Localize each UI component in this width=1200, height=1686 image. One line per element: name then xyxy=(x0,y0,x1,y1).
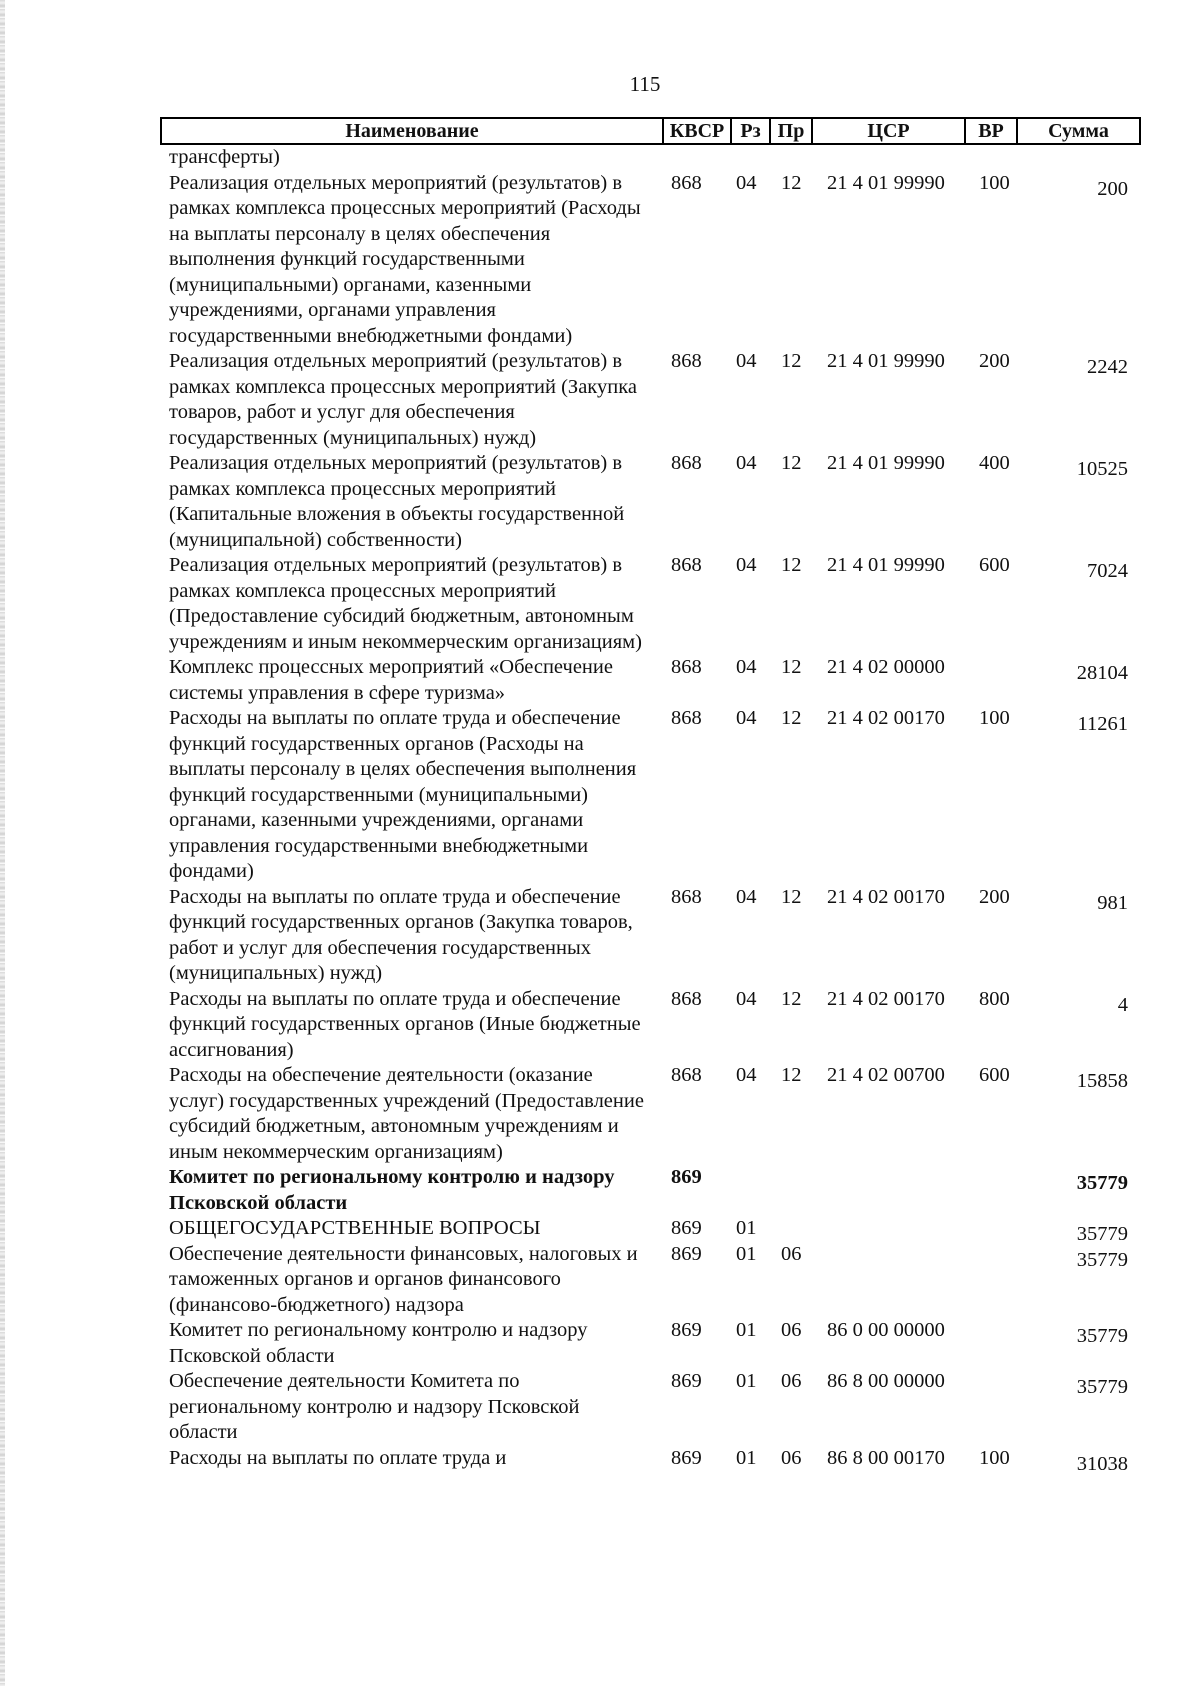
row-sum: 981 xyxy=(1097,891,1128,914)
row-kvsr: 868 xyxy=(671,554,702,576)
row-sum: 11261 xyxy=(1077,713,1128,735)
row-sum: 28104 xyxy=(1076,662,1128,684)
row-sum: 35779 xyxy=(1076,1172,1128,1194)
table-row xyxy=(0,171,1200,350)
row-pr: 12 xyxy=(781,987,802,1010)
table-row xyxy=(0,987,1200,1064)
row-name: Комплекс процессных мероприятий «Обеспечение системы управления в сфере туризма» xyxy=(169,656,613,704)
row-csr: 21 4 02 00700 xyxy=(827,1064,945,1086)
row-vr: 800 xyxy=(979,987,1010,1010)
row-rz: 04 xyxy=(736,452,757,474)
row-name: Расходы на обеспечение деятельности (оказание услуг) государственных учреждений (Предоставление субсидий бюджетным, автономным учреждениям и иным некоммерческим организациям) xyxy=(169,1064,644,1163)
row-vr: 400 xyxy=(979,452,1010,474)
row-sum: 35779 xyxy=(1076,1223,1128,1245)
row-rz: 04 xyxy=(736,554,757,576)
row-name: трансферты) xyxy=(169,146,280,168)
row-rz: 04 xyxy=(736,656,757,678)
row-vr: 100 xyxy=(979,171,1010,194)
row-kvsr: 869 xyxy=(671,1319,702,1341)
row-name: Расходы на выплаты по оплате труда и обеспечение функций государственных органов (Закупка товаров, работ и услуг для обеспечения государственных (муниципальных) нужд) xyxy=(169,885,633,984)
row-kvsr: 868 xyxy=(671,452,702,474)
row-pr: 06 xyxy=(781,1242,802,1265)
page-number: 115 xyxy=(629,72,661,96)
row-rz: 04 xyxy=(736,350,757,372)
row-rz: 01 xyxy=(736,1446,757,1469)
row-sum: 35779 xyxy=(1076,1325,1128,1347)
row-name: Реализация отдельных мероприятий (результатов) в рамках комплекса процессных мероприятий (Расходы на выплаты персоналу в целях обеспечения выполнения функций государственными (муниципальными) органами, казенными учреждениями, органами управления государственными внебюджетными фондами) xyxy=(169,171,641,347)
row-name: Реализация отдельных мероприятий (результатов) в рамках комплекса процессных мероприятий (Предоставление субсидий бюджетным, автономным учреждениям и иным некоммерческим организациям) xyxy=(169,554,642,653)
row-sum: 2242 xyxy=(1087,356,1128,378)
row-csr: 21 4 02 00170 xyxy=(827,987,945,1010)
table-row xyxy=(0,349,1200,451)
row-kvsr: 869 xyxy=(671,1370,702,1392)
table-row xyxy=(0,1242,1200,1319)
row-kvsr: 868 xyxy=(671,1064,702,1086)
row-pr: 06 xyxy=(781,1446,802,1469)
header-sum: Сумма xyxy=(1048,120,1109,142)
row-name: ОБЩЕГОСУДАРСТВЕННЫЕ ВОПРОСЫ xyxy=(169,1217,541,1239)
table-row xyxy=(0,1165,1200,1216)
row-pr: 12 xyxy=(781,885,802,908)
table-row xyxy=(0,1369,1200,1446)
row-rz: 04 xyxy=(736,1064,757,1086)
row-name: Расходы на выплаты по оплате труда и xyxy=(169,1446,507,1469)
row-csr: 21 4 02 00000 xyxy=(827,656,945,678)
header-rz: Рз xyxy=(740,120,761,142)
table-row xyxy=(0,1216,1200,1245)
row-rz: 01 xyxy=(736,1242,757,1265)
row-name: Реализация отдельных мероприятий (результатов) в рамках комплекса процессных мероприятий (Закупка товаров, работ и услуг для обеспечения государственных (муниципальных) нужд) xyxy=(169,350,637,449)
row-name: Обеспечение деятельности Комитета по региональному контролю и надзору Псковской области xyxy=(169,1370,580,1443)
header-csr: ЦСР xyxy=(867,120,910,142)
row-csr: 21 4 01 99990 xyxy=(827,452,945,474)
row-name: Расходы на выплаты по оплате труда и обеспечение функций государственных органов (Расходы на выплаты персоналу в целях обеспечения выполнения функций государственными (муниципальными) органами, казенными учреждениями, органами управления государственными внебюджетными фондами) xyxy=(169,707,637,882)
row-kvsr: 868 xyxy=(671,885,702,908)
table-row xyxy=(0,451,1200,553)
row-pr: 06 xyxy=(781,1319,802,1341)
header-pr: Пр xyxy=(777,120,805,142)
row-kvsr: 869 xyxy=(671,1166,702,1188)
row-sum: 35779 xyxy=(1076,1376,1128,1398)
table-header xyxy=(160,117,1141,145)
header-name: Наименование xyxy=(345,120,479,142)
row-pr: 12 xyxy=(781,350,802,372)
row-csr: 21 4 02 00170 xyxy=(827,885,945,908)
row-sum: 4 xyxy=(1117,993,1128,1016)
row-sum: 200 xyxy=(1097,177,1128,200)
row-vr: 200 xyxy=(979,885,1010,908)
row-csr: 21 4 01 99990 xyxy=(827,554,945,576)
row-pr: 12 xyxy=(781,707,802,729)
row-name: Комитет по региональному контролю и надзору Псковской области xyxy=(169,1319,588,1367)
row-csr: 86 8 00 00000 xyxy=(827,1370,945,1392)
row-name: Реализация отдельных мероприятий (результатов) в рамках комплекса процессных мероприятий (Капитальные вложения в объекты государственной (муниципальной) собственности) xyxy=(169,452,625,551)
row-kvsr: 869 xyxy=(671,1242,702,1265)
row-kvsr: 868 xyxy=(671,350,702,372)
row-vr: 600 xyxy=(979,1064,1010,1086)
row-csr: 21 4 02 00170 xyxy=(827,707,945,729)
row-kvsr: 868 xyxy=(671,987,702,1010)
row-rz: 01 xyxy=(736,1217,757,1239)
row-name: Комитет по региональному контролю и надзору Псковской области xyxy=(169,1166,615,1214)
row-name: Обеспечение деятельности финансовых, налоговых и таможенных органов и органов финансового (финансово-бюджетного) надзора xyxy=(169,1242,638,1316)
row-kvsr: 868 xyxy=(671,171,702,194)
table-row xyxy=(0,553,1200,655)
table-row xyxy=(0,706,1200,885)
row-vr: 200 xyxy=(979,350,1010,372)
row-sum: 10525 xyxy=(1076,458,1128,480)
row-csr: 86 8 00 00170 xyxy=(827,1446,945,1469)
table-row xyxy=(0,1063,1200,1165)
row-csr: 86 0 00 00000 xyxy=(827,1319,945,1341)
budget-table-body xyxy=(0,145,1200,1475)
row-pr: 06 xyxy=(781,1370,802,1392)
row-vr: 100 xyxy=(979,1446,1010,1469)
row-sum: 35779 xyxy=(1076,1248,1128,1271)
row-kvsr: 868 xyxy=(671,707,702,729)
row-pr: 12 xyxy=(781,656,802,678)
header-vr: ВР xyxy=(978,120,1004,142)
row-pr: 12 xyxy=(781,452,802,474)
row-rz: 04 xyxy=(736,885,757,908)
row-pr: 12 xyxy=(781,1064,802,1086)
row-vr: 600 xyxy=(979,554,1010,576)
row-sum: 15858 xyxy=(1076,1070,1128,1092)
row-rz: 04 xyxy=(736,171,757,194)
table-row xyxy=(0,655,1200,706)
table-row xyxy=(0,145,1200,171)
row-rz: 01 xyxy=(736,1370,757,1392)
header-kvsr: КВСР xyxy=(669,120,725,142)
row-name: Расходы на выплаты по оплате труда и обеспечение функций государственных органов (Иные бюджетные ассигнования) xyxy=(169,987,641,1061)
row-csr: 21 4 01 99990 xyxy=(827,171,945,194)
row-kvsr: 868 xyxy=(671,656,702,678)
table-row xyxy=(0,885,1200,987)
table-row xyxy=(0,1446,1200,1475)
row-sum: 7024 xyxy=(1087,560,1128,582)
row-rz: 04 xyxy=(736,987,757,1010)
row-rz: 01 xyxy=(736,1319,757,1341)
row-pr: 12 xyxy=(781,554,802,576)
row-kvsr: 869 xyxy=(671,1217,702,1239)
row-vr: 100 xyxy=(979,707,1010,729)
row-sum: 31038 xyxy=(1076,1452,1128,1475)
row-rz: 04 xyxy=(736,707,757,729)
row-pr: 12 xyxy=(781,171,802,194)
row-csr: 21 4 01 99990 xyxy=(827,350,945,372)
table-row xyxy=(0,1318,1200,1369)
row-kvsr: 869 xyxy=(671,1446,702,1469)
